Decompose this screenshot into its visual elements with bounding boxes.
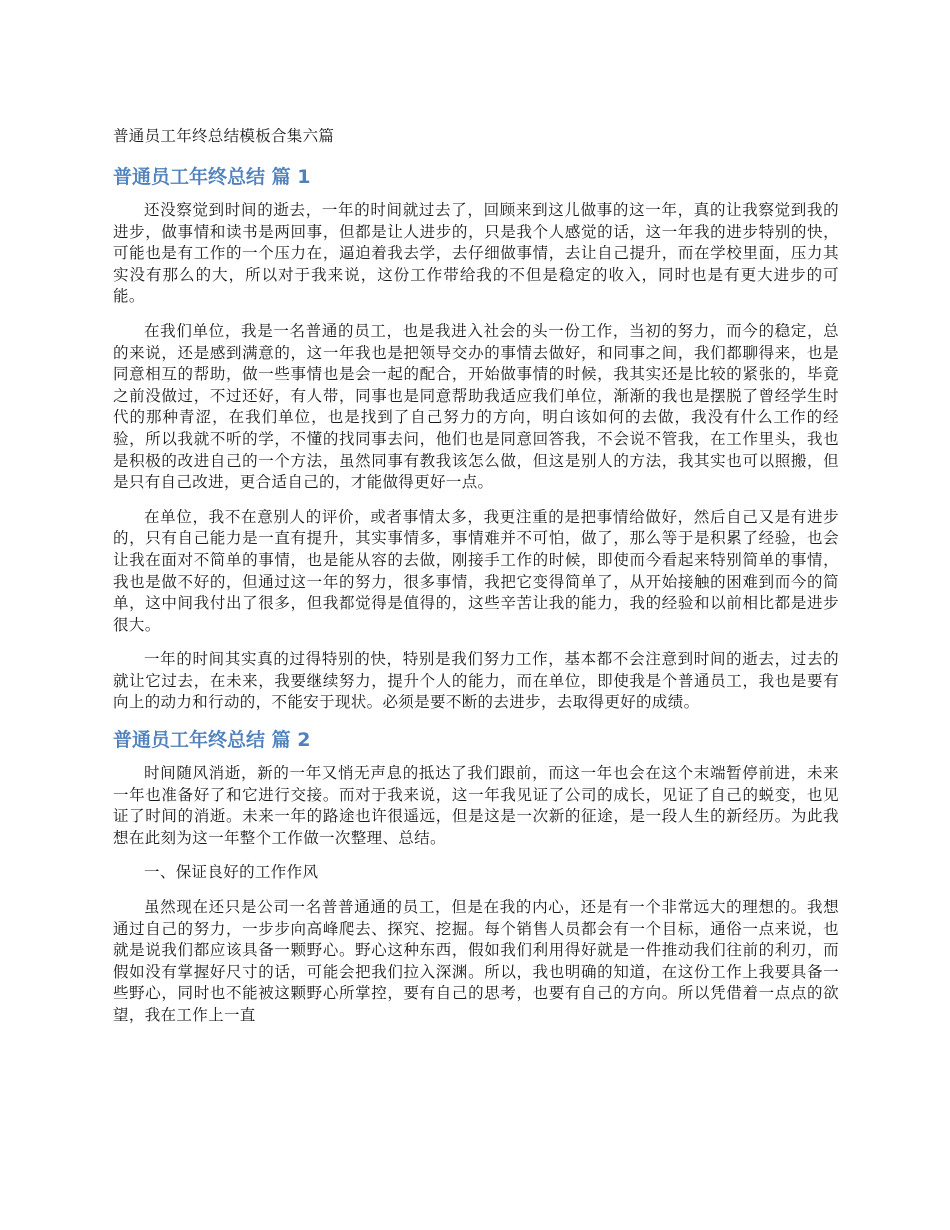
- paragraph: 在我们单位，我是一名普通的员工，也是我进入社会的头一份工作，当初的努力，而今的稳定，总的来说，还是感到满意的，这一年我也是把领导交办的事情去做好，和同事之间，我们都聊得来，也是同意相互的帮助，做一些事情也是会一起的配合，开始做事情的时候，我其实还是比较的紧张的，毕竟之前没做过，不过还好，有人带，同事也是同意帮助我适应我们单位，渐渐的我也是摆脱了曾经学生时代的那种青涩，在我们单位，也是找到了自己努力的方向，明白该如何的去做，我没有什么工作的经验，所以我就不听的学，不懂的找同事去问，他们也是同意回答我，不会说不管我，在工作里头，我也是积极的改进自己的一个方法，虽然同事有教我该怎么做，但这是别人的方法，我其实也可以照搬，但是只有自己改进，更合适自己的，才能做得更好一点。: [113, 321, 839, 492]
- document-title: 普通员工年终总结模板合集六篇: [113, 127, 335, 145]
- paragraph: 时间随风消逝，新的一年又悄无声息的抵达了我们跟前，而这一年也会在这个末端暂停前进，未来一年也准备好了和它进行交接。而对于我来说，这一年我见证了公司的成长，见证了自己的蜕变，也见证了时间的消逝。未来一年的路途也许很遥远，但是这是一次新的征途，是一段人生的新经历。为此我想在此刻为这一年整个工作做一次整理、总结。: [113, 764, 839, 847]
- section-heading: 普通员工年终总结 篇 2: [113, 729, 311, 752]
- paragraph: 还没察觉到时间的逝去，一年的时间就过去了，回顾来到这儿做事的这一年，真的让我察觉到我的进步，做事情和读书是两回事，但都是让人进步的，只是我个人感觉的话，这一年我的进步特别的快，可能也是有工作的一个压力在，逼迫着我去学，去仔细做事情，去让自己提升，而在学校里面，压力其实没有那么的大，所以对于我来说，这份工作带给我的不但是稳定的收入，同时也是有更大进步的可能。: [113, 201, 839, 306]
- paragraph: 一年的时间其实真的过得特别的快，特别是我们努力工作，基本都不会注意到时间的逝去，过去的就让它过去，在未来，我要继续努力，提升个人的能力，而在单位，即使我是个普通员工，我也是要有向上的动力和行动的，不能安于现状。必须是要不断的去进步，去取得更好的成绩。: [113, 650, 839, 712]
- section-heading: 普通员工年终总结 篇 1: [113, 166, 311, 188]
- paragraph: 虽然现在还只是公司一名普普通通的员工，但是在我的内心，还是有一个非常远大的理想的。我想通过自己的努力，一步步向高峰爬去、探究、挖掘。每个销售人员都会有一个目标，通俗一点来说，也就是说我们都应该具备一颗野心。野心这种东西，假如我们利用得好就是一件推动我们往前的利刃，而假如没有掌握好尺寸的话，可能会把我们拉入深渊。所以，我也明确的知道，在这份工作上我要具备一些野心，同时也不能被这颗野心所掌控，要有自己的思考，也要有自己的方向。所以凭借着一点点的欲望，我在工作上一直: [113, 898, 839, 1024]
- document-page: [113, 124, 839, 1040]
- paragraph: 在单位，我不在意别人的评价，或者事情太多，我更注重的是把事情给做好，然后自己又是有进步的，只有自己能力是一直有提升，其实事情多，事情难并不可怕，做了，那么等于是积累了经验，也会让我在面对不简单的事情，也是能从容的去做，刚接手工作的时候，即使而今看起来特别简单的事情，我也是做不好的，但通过这一年的努力，很多事情，我把它变得简单了，从开始接触的困难到而今的简单，这中间我付出了很多，但我都觉得是值得的，这些辛苦让我的能力，我的经验和以前相比都是进步很大。: [113, 507, 839, 634]
- subsection-heading: 一、保证良好的工作作风: [144, 863, 319, 882]
- section-2: [113, 727, 839, 1027]
- section-1: [113, 164, 839, 714]
